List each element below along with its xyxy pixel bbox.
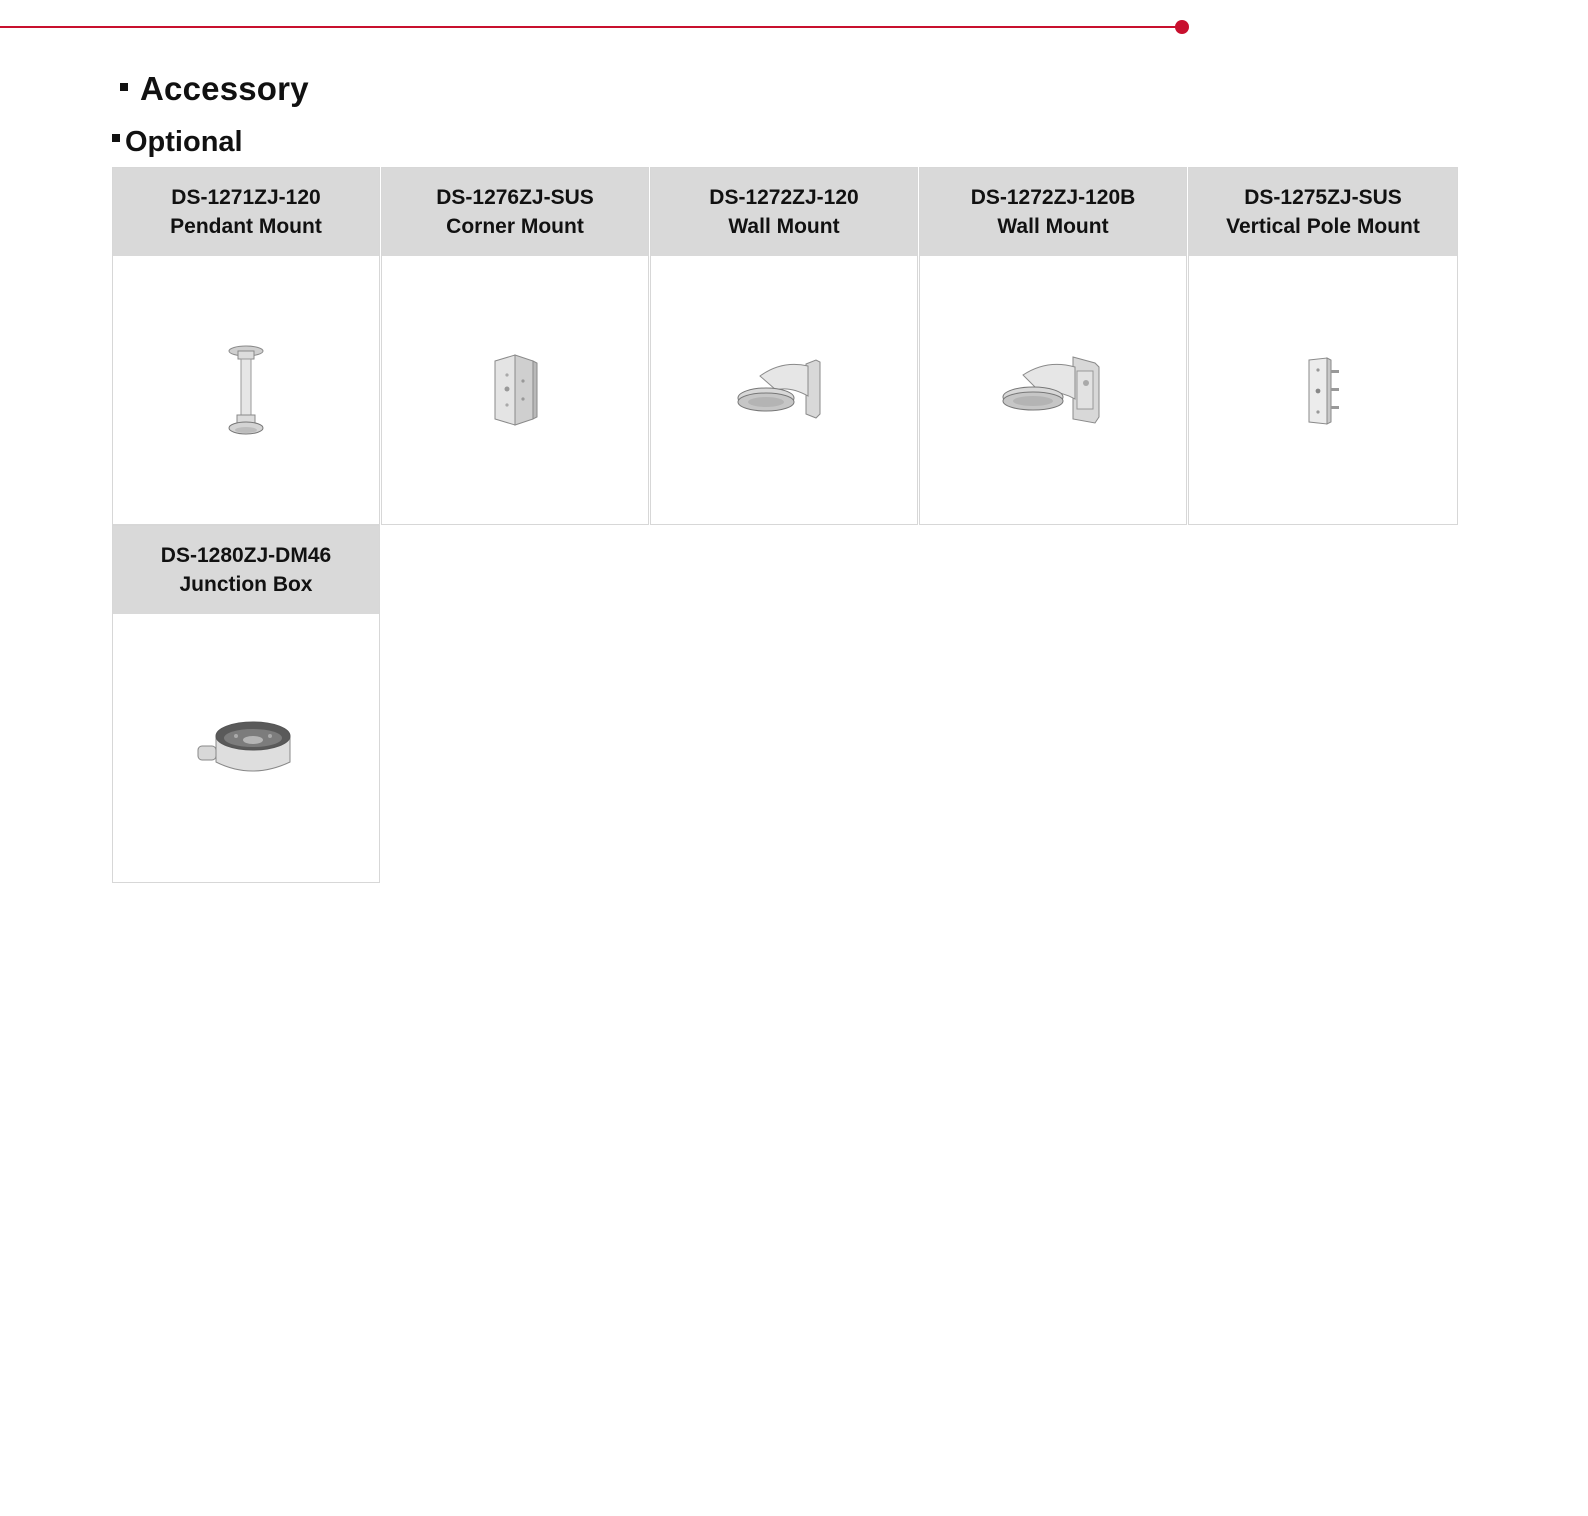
junction-box-icon <box>196 716 296 782</box>
accessory-card-header <box>113 526 379 614</box>
accessory-type: Vertical Pole Mount <box>1226 215 1420 238</box>
pendant-mount-icon <box>216 341 276 441</box>
accessory-model: DS-1272ZJ-120 <box>709 186 859 209</box>
accessory-model: DS-1272ZJ-120B <box>970 186 1136 209</box>
accessory-card-header <box>651 168 917 256</box>
wall-mount-icon <box>736 356 832 426</box>
section-title: Accessory <box>120 70 309 108</box>
accessory-model: DS-1276ZJ-SUS <box>436 186 594 209</box>
accessory-model: DS-1275ZJ-SUS <box>1244 186 1402 209</box>
accessory-type: Wall Mount <box>997 215 1109 238</box>
corner-mount-icon <box>485 353 545 429</box>
accessory-card-header <box>920 168 1186 256</box>
accessory-card-vertical-pole-mount <box>1188 167 1458 525</box>
bullet-square-icon <box>112 134 120 142</box>
accessory-type: Corner Mount <box>446 215 584 238</box>
wall-mount-box-icon <box>1001 353 1105 429</box>
accessory-card-header <box>382 168 648 256</box>
header-rule-dot <box>1175 20 1189 34</box>
accessory-model: DS-1271ZJ-120 <box>171 186 321 209</box>
accessory-model: DS-1280ZJ-DM46 <box>160 544 332 567</box>
accessory-type: Pendant Mount <box>170 215 322 238</box>
accessory-type: Junction Box <box>179 573 313 596</box>
accessory-card-pendant-mount <box>112 167 380 525</box>
vertical-pole-mount-icon <box>1301 356 1345 426</box>
header-rule <box>0 26 1182 28</box>
accessory-card-header <box>1189 168 1457 256</box>
accessory-card-header <box>113 168 379 256</box>
accessory-card-wall-mount-junction <box>919 167 1187 525</box>
accessory-card-junction-box <box>112 525 380 883</box>
accessory-card-corner-mount <box>381 167 649 525</box>
bullet-square-icon <box>120 83 128 91</box>
accessory-card-wall-mount <box>650 167 918 525</box>
accessory-type: Wall Mount <box>728 215 840 238</box>
section-subtitle: Optional <box>112 126 243 159</box>
